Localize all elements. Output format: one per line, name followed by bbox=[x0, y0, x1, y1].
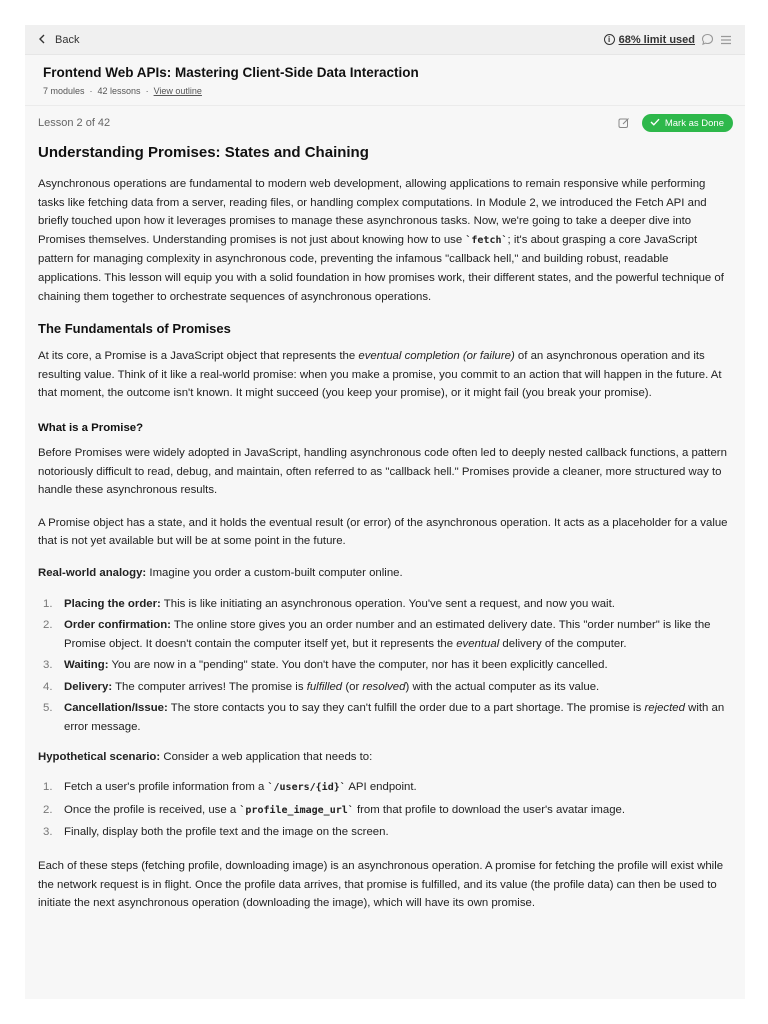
mark-as-done-button[interactable] bbox=[642, 114, 733, 132]
back-label: Back bbox=[55, 33, 80, 46]
intro-paragraph bbox=[38, 175, 733, 306]
list-item-text: You are now in a "pending" state. You don't have the computer, nor has it been explicitly cancelled. bbox=[108, 659, 608, 672]
list-item-text: The online store gives you an order number and an estimated delivery date. This "order number" is like the Promise object. It doesn't contain the computer itself yet, but it represents the bbox=[64, 619, 711, 650]
analogy-paragraph bbox=[38, 564, 733, 583]
list-item-text: from that profile to download the user's avatar image. bbox=[353, 803, 626, 816]
info-circle-icon: i bbox=[604, 34, 615, 45]
course-title: Frontend Web APIs: Mastering Client-Side Data Interaction bbox=[43, 65, 419, 80]
list-number: 2. bbox=[43, 803, 53, 816]
list-item-text: delivery of the computer. bbox=[499, 637, 627, 650]
intro-text-b: ; it's about grasping a core JavaScript pattern for managing complexity in asynchronous code, preventing the infamous "callback hell," and building robust, readable applications. This lesson will equip you with a solid foundation in how promises work, their different states, and the powerful technique of chaining them together to orchestrate sequences of asynchronous operations. bbox=[38, 233, 724, 303]
lessons-count: 42 lessons bbox=[97, 86, 141, 96]
list-number: 3. bbox=[43, 659, 53, 672]
inline-code: `/users/{id}` bbox=[267, 782, 346, 794]
lesson-toolbar bbox=[38, 114, 733, 132]
list-item bbox=[38, 778, 733, 798]
top-right-controls bbox=[604, 33, 732, 46]
analogy-list bbox=[38, 595, 733, 737]
list-item-text: Finally, display both the profile text and the image on the screen. bbox=[64, 826, 389, 839]
list-item-text: ) with the actual computer as its value. bbox=[405, 680, 600, 693]
fundamentals-text-b: of an asynchronous operation and its resulting value. Think of it like a real-world promise: when you make a promise, you commit to an action that will happen in the future. At that moment, the outcome isn't known. It might succeed (you keep your promise), or it might fail (you break your promise). bbox=[38, 350, 722, 400]
lesson-actions bbox=[618, 114, 733, 132]
top-bar bbox=[25, 25, 745, 55]
list-item bbox=[38, 823, 733, 842]
list-number: 4. bbox=[43, 680, 53, 693]
view-outline-link[interactable]: View outline bbox=[153, 86, 202, 96]
course-header bbox=[25, 55, 745, 106]
analogy-text: Imagine you order a custom-built computer online. bbox=[146, 566, 403, 579]
lesson-content bbox=[25, 106, 745, 913]
lesson-number: Lesson 2 of 42 bbox=[38, 117, 111, 129]
what-paragraph-2: A Promise object has a state, and it holds the eventual result (or error) of the asynchronous operation. It acts as a placeholder for a value that is not yet available but will be at some point in the future. bbox=[38, 516, 728, 548]
list-number: 1. bbox=[43, 781, 53, 794]
list-item-text: The store contacts you to say they can't fulfill the order due to a part shortage. The promise is bbox=[167, 702, 645, 715]
list-item-label: Order confirmation: bbox=[64, 619, 171, 632]
list-item-label: Cancellation/Issue: bbox=[64, 702, 168, 715]
modules-count: 7 modules bbox=[43, 86, 85, 96]
list-number: 3. bbox=[43, 826, 53, 839]
list-item-label: Delivery: bbox=[64, 680, 113, 693]
list-item-emphasis: resolved bbox=[362, 680, 406, 693]
list-item bbox=[38, 616, 733, 653]
meta-separator: · bbox=[89, 86, 93, 96]
inline-code: `profile_image_url` bbox=[239, 804, 354, 816]
fundamentals-emphasis: eventual completion (or failure) bbox=[358, 350, 515, 363]
list-item-text: API endpoint. bbox=[345, 781, 417, 794]
fundamentals-paragraph bbox=[38, 347, 733, 403]
list-item-label: Waiting: bbox=[64, 659, 109, 672]
list-item-emphasis: fulfilled bbox=[306, 680, 343, 693]
scenario-text: Consider a web application that needs to: bbox=[160, 750, 373, 763]
usage-limit-link[interactable]: 68% limit used bbox=[618, 33, 695, 46]
app-window bbox=[25, 25, 745, 999]
list-item-text: with an error message. bbox=[64, 702, 725, 734]
list-item-text: Fetch a user's profile information from a bbox=[64, 781, 268, 794]
scenario-paragraph bbox=[38, 748, 733, 767]
what-is-promise-heading: What is a Promise? bbox=[38, 421, 144, 434]
list-item bbox=[38, 656, 733, 675]
what-paragraph-1: Before Promises were widely adopted in JavaScript, handling asynchronous code often led to deeply nested callback functions, a pattern notoriously difficult to read, debug, and maintain, often referred to as "callback hell." Promises provide a cleaner, more structured way to handle these asynchronous results. bbox=[38, 446, 727, 497]
list-item-text: (or bbox=[342, 680, 363, 693]
scenario-label: Hypothetical scenario: bbox=[38, 750, 161, 763]
course-meta bbox=[43, 86, 727, 96]
fundamentals-heading: The Fundamentals of Promises bbox=[38, 321, 231, 337]
fundamentals-text-a: At its core, a Promise is a JavaScript object that represents the bbox=[38, 350, 359, 363]
list-item bbox=[38, 801, 733, 821]
list-number: 2. bbox=[43, 619, 53, 632]
scenario-list bbox=[38, 778, 733, 842]
hamburger-menu-icon[interactable] bbox=[720, 35, 732, 45]
back-button[interactable] bbox=[38, 34, 79, 46]
list-item bbox=[38, 678, 733, 697]
mark-as-done-label: Mark as Done bbox=[664, 117, 724, 129]
analogy-label: Real-world analogy: bbox=[38, 566, 147, 579]
lesson-title: Understanding Promises: States and Chaining bbox=[38, 144, 369, 161]
chevron-left-icon bbox=[38, 34, 46, 46]
inline-code: `fetch` bbox=[465, 234, 508, 246]
list-item bbox=[38, 595, 733, 614]
meta-separator: · bbox=[145, 86, 149, 96]
list-item-text: The computer arrives! The promise is bbox=[112, 680, 307, 693]
list-item-text: This is like initiating an asynchronous operation. You've sent a request, and now you wait. bbox=[160, 597, 615, 610]
list-item bbox=[38, 699, 733, 736]
list-number: 1. bbox=[43, 597, 53, 610]
edit-icon[interactable] bbox=[618, 117, 630, 129]
list-number: 5. bbox=[43, 702, 53, 715]
check-icon bbox=[650, 118, 660, 129]
intro-text-a: Asynchronous operations are fundamental to modern web development, allowing applications to remain responsive while performing tasks like fetching data from a server, reading files, or handling complex computations. In Module 2, we introduced the Fetch API and briefly touched upon how it leverages promises to manage these asynchronous tasks. Now, we're going to take a deeper dive into Promises themselves. Understanding promises is not just about knowing how to use bbox=[38, 178, 707, 246]
list-item-emphasis: rejected bbox=[644, 702, 685, 715]
chat-bubble-icon[interactable] bbox=[701, 33, 714, 46]
list-item-emphasis: eventual bbox=[456, 637, 500, 650]
closing-paragraph: Each of these steps (fetching profile, downloading image) is an asynchronous operation. A promise for fetching the profile will exist while the network request is in flight. Once the profile data arrives, that promise is fulfilled, and its value (the profile data) can then be used to initiate the next asynchronous operation (downloading the image), which will have its own promise. bbox=[38, 860, 724, 910]
list-item-label: Placing the order: bbox=[64, 597, 161, 610]
list-item-text: Once the profile is received, use a bbox=[64, 803, 240, 816]
